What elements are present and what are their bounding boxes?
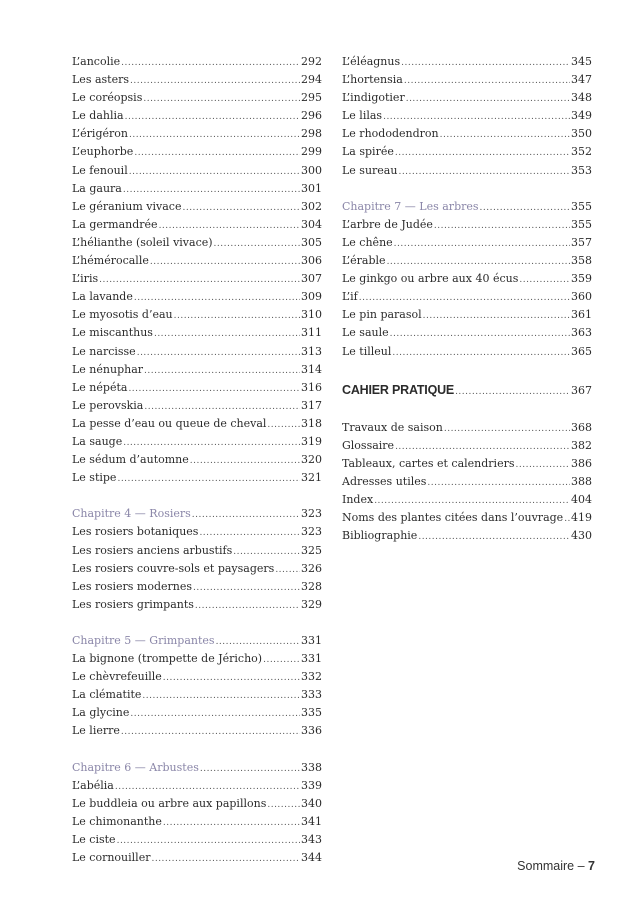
toc-entry <box>72 668 322 686</box>
toc-entry-page: 361 <box>571 308 592 322</box>
toc-entry <box>342 473 592 491</box>
toc-entry <box>342 252 592 270</box>
toc-entry <box>342 437 592 455</box>
dot-leader <box>418 527 570 546</box>
dot-leader <box>121 722 300 741</box>
toc-entry-label: Le chèvrefeuille <box>72 670 162 684</box>
toc-entry-label: L’ancolie <box>72 55 121 68</box>
footer-page-number: 7 <box>588 859 595 873</box>
toc-entry-label: Les rosiers botaniques <box>72 525 199 539</box>
toc-entry <box>342 143 592 161</box>
toc-entry <box>342 288 592 306</box>
dot-leader <box>130 704 300 723</box>
toc-entry <box>72 777 322 795</box>
toc-entry <box>342 89 592 107</box>
section-spacer <box>72 741 322 759</box>
toc-entry-label: L’éléagnus <box>342 55 401 68</box>
toc-chapter-heading <box>342 198 592 216</box>
dot-leader <box>519 270 570 289</box>
toc-entry <box>342 419 592 437</box>
toc-entry-page: 316 <box>301 380 322 394</box>
dot-leader <box>99 270 300 289</box>
toc-entry-page: 357 <box>571 235 592 249</box>
dot-leader <box>395 437 570 456</box>
toc-entry-page: 332 <box>301 670 322 684</box>
toc-entry-label: L’abélia <box>72 778 114 792</box>
toc-entry-page: 299 <box>301 145 322 159</box>
dot-leader <box>195 596 300 615</box>
toc-entry-label: Le sédum d’automne <box>72 453 189 467</box>
toc-entry-page: 298 <box>301 127 322 141</box>
toc-entry <box>72 831 322 849</box>
toc-entry-label: Bibliographie <box>342 529 418 543</box>
toc-entry <box>72 361 322 379</box>
toc-entry-page: 338 <box>301 760 322 774</box>
dot-leader <box>216 632 300 651</box>
toc-entry-label: La lavande <box>72 290 133 304</box>
toc-entry <box>72 198 322 216</box>
section-spacer <box>342 361 592 379</box>
toc-entry-page: 344 <box>301 851 322 865</box>
toc-entry <box>72 686 322 704</box>
toc-entry-label: Le chêne <box>342 235 393 249</box>
toc-entry-label: Le fenouil <box>72 163 128 177</box>
toc-entry <box>72 542 322 560</box>
toc-entry-label: Chapitre 4 — Rosiers <box>72 507 191 521</box>
toc-entry-label: Tableaux, cartes et calendriers <box>342 456 515 470</box>
toc-entry-label: L’érable <box>342 254 386 268</box>
toc-entry-page: 329 <box>301 597 322 611</box>
toc-entry <box>342 71 592 89</box>
dot-leader <box>129 125 300 144</box>
dot-leader <box>143 89 300 108</box>
toc-entry <box>72 270 322 288</box>
toc-entry <box>72 523 322 541</box>
toc-entry-page: 355 <box>571 217 592 231</box>
dot-leader <box>233 542 300 561</box>
dot-leader <box>374 491 570 510</box>
dot-leader <box>193 578 300 597</box>
dot-leader <box>137 343 300 362</box>
toc-entry-page: 309 <box>301 290 322 304</box>
toc-entry-label: Le perovskia <box>72 398 144 412</box>
dot-leader <box>275 560 300 579</box>
dot-leader <box>134 143 300 162</box>
toc-entry-label: Noms des plantes citées dans l’ouvrage <box>342 511 564 525</box>
toc-entry <box>72 578 322 596</box>
toc-entry-label: Les rosiers couvre-sols et paysagers <box>72 561 275 575</box>
dot-leader <box>144 361 300 380</box>
dot-leader <box>123 433 300 452</box>
toc-entry <box>72 469 322 487</box>
toc-entry-page: 304 <box>301 217 322 231</box>
dot-leader <box>142 686 300 705</box>
toc-entry-label: Les rosiers anciens arbustifs <box>72 543 233 557</box>
toc-chapter-heading <box>72 505 322 523</box>
toc-entry <box>342 491 592 509</box>
toc-entry <box>342 162 592 180</box>
toc-entry <box>72 415 322 433</box>
toc-entry-label: Les rosiers modernes <box>72 579 193 593</box>
toc-entry-label: L’érigéron <box>72 127 128 141</box>
toc-entry-page: 365 <box>571 344 592 358</box>
dot-leader <box>200 759 300 778</box>
toc-entry-page: 353 <box>571 163 592 177</box>
dot-leader <box>434 216 570 235</box>
toc-entry <box>342 125 592 143</box>
toc-entry <box>72 451 322 469</box>
dot-leader <box>125 107 300 126</box>
toc-entry <box>72 560 322 578</box>
toc-entry-page: 350 <box>571 127 592 141</box>
toc-entry <box>72 849 322 867</box>
dot-leader <box>128 379 300 398</box>
toc-entry-page: 292 <box>301 55 322 68</box>
toc-entry-label: Index <box>342 493 374 507</box>
toc-entry-page: 340 <box>301 796 322 810</box>
toc-entry-label: CAHIER PRATIQUE <box>342 382 455 397</box>
dot-leader <box>199 523 300 542</box>
toc-entry <box>72 216 322 234</box>
toc-entry-page: 360 <box>571 290 592 304</box>
toc-entry-page: 363 <box>571 326 592 340</box>
toc-entry-label: L’indigotier <box>342 91 405 105</box>
dot-leader <box>144 397 300 416</box>
toc-entry-label: Chapitre 5 — Grimpantes <box>72 634 215 647</box>
dot-leader <box>516 455 571 474</box>
toc-left-column <box>72 53 322 867</box>
dot-leader <box>267 795 300 814</box>
toc-entry <box>342 107 592 125</box>
toc-entry-page: 307 <box>301 272 322 286</box>
toc-entry-label: Chapitre 6 — Arbustes <box>72 760 199 774</box>
toc-entry-page: 388 <box>571 475 592 489</box>
toc-entry-label: Les rosiers grimpants <box>72 597 194 611</box>
dot-leader <box>151 849 300 868</box>
dot-leader <box>455 380 570 403</box>
toc-entry-label: Le chimonanthe <box>72 814 162 828</box>
toc-entry <box>342 234 592 252</box>
toc-entry-page: 343 <box>301 833 322 847</box>
toc-entry-label: Le pin parasol <box>342 308 422 322</box>
toc-entry-label: La sauge <box>72 434 123 448</box>
toc-entry-page: 328 <box>301 579 322 593</box>
toc-entry-page: 355 <box>571 199 592 213</box>
toc-entry-label: Le stipe <box>72 471 117 485</box>
dot-leader <box>267 415 300 434</box>
dot-leader <box>444 419 570 438</box>
dot-leader <box>387 252 570 271</box>
toc-entry-page: 347 <box>571 73 592 87</box>
toc-entry-label: Le ciste <box>72 833 116 847</box>
toc-entry-page: 310 <box>301 308 322 322</box>
toc-entry <box>72 162 322 180</box>
toc-chapter-heading <box>72 759 322 777</box>
dot-leader <box>190 451 300 470</box>
toc-entry-page: 358 <box>571 254 592 268</box>
dot-leader <box>564 509 570 528</box>
toc-entry-page: 352 <box>571 145 592 159</box>
toc-entry <box>342 216 592 234</box>
toc-entry-page: 367 <box>571 383 592 397</box>
toc-entry-label: Le miscanthus <box>72 326 153 340</box>
toc-entry <box>342 455 592 473</box>
dot-leader <box>163 813 300 832</box>
toc-section-heading <box>342 379 592 401</box>
toc-entry <box>342 527 592 545</box>
toc-entry-page: 325 <box>301 543 322 557</box>
toc-entry-page: 341 <box>301 814 322 828</box>
toc-entry <box>72 252 322 270</box>
toc-entry-label: Le sureau <box>342 163 398 177</box>
section-spacer <box>72 614 322 632</box>
dot-leader <box>395 143 570 162</box>
toc-entry-page: 336 <box>301 724 322 738</box>
toc-entry-page: 345 <box>571 55 592 68</box>
dot-leader <box>134 288 300 307</box>
toc-entry <box>72 722 322 740</box>
toc-entry-page: 326 <box>301 561 322 575</box>
dot-leader <box>117 469 300 488</box>
toc-entry-page: 294 <box>301 73 322 87</box>
toc-entry-label: L’if <box>342 290 358 304</box>
toc-entry-page: 319 <box>301 434 322 448</box>
toc-entry-page: 348 <box>571 91 592 105</box>
dot-leader <box>117 831 300 850</box>
toc-entry-label: Le rhododendron <box>342 127 439 141</box>
dot-leader <box>263 650 300 669</box>
toc-entry-page: 300 <box>301 163 322 177</box>
toc-entry <box>72 379 322 397</box>
toc-entry-label: Les asters <box>72 73 129 87</box>
dot-leader <box>392 343 570 362</box>
toc-entry-page: 419 <box>571 511 592 525</box>
toc-entry <box>72 53 322 71</box>
dot-leader <box>115 777 300 796</box>
toc-entry-label: L’hortensia <box>342 73 403 87</box>
page-footer <box>517 859 595 873</box>
toc-entry-page: 333 <box>301 688 322 702</box>
toc-entry-page: 368 <box>571 420 592 434</box>
dot-leader <box>390 324 570 343</box>
toc-entry-label: L’iris <box>72 272 99 286</box>
toc-entry-label: Le ginkgo ou arbre aux 40 écus <box>342 272 519 286</box>
section-spacer <box>342 401 592 419</box>
toc-entry-label: La glycine <box>72 706 130 720</box>
toc-chapter-heading <box>72 632 322 650</box>
toc-entry-label: Le népéta <box>72 380 128 394</box>
section-spacer <box>72 487 322 505</box>
dot-leader <box>423 306 570 325</box>
toc-entry <box>72 433 322 451</box>
toc-entry-page: 314 <box>301 362 322 376</box>
dot-leader <box>214 234 300 253</box>
dot-leader <box>182 198 300 217</box>
toc-entry <box>342 306 592 324</box>
toc-entry <box>72 596 322 614</box>
toc-entry-label: Glossaire <box>342 438 395 452</box>
toc-entry-page: 404 <box>571 493 592 507</box>
toc-entry <box>72 343 322 361</box>
toc-entry <box>72 813 322 831</box>
dot-leader <box>359 288 570 307</box>
toc-entry-label: Le dahlia <box>72 109 124 123</box>
toc-entry-label: Le narcisse <box>72 344 136 358</box>
toc-entry-label: L’arbre de Judée <box>342 217 433 231</box>
toc-entry-page: 430 <box>571 529 592 543</box>
toc-entry-label: La pesse d’eau ou queue de cheval <box>72 416 267 430</box>
toc-entry-page: 323 <box>301 525 322 539</box>
dot-leader <box>406 89 570 108</box>
toc-entry-page: 301 <box>301 181 322 195</box>
toc-entry <box>342 324 592 342</box>
toc-entry <box>72 125 322 143</box>
toc-entry <box>72 650 322 668</box>
dot-leader <box>121 53 300 72</box>
toc-entry-label: Le myosotis d’eau <box>72 308 173 322</box>
toc-entry <box>72 71 322 89</box>
toc-entry-label: La spirée <box>342 145 394 159</box>
toc-entry <box>72 397 322 415</box>
toc-entry-label: Le géranium vivace <box>72 199 182 213</box>
toc-entry-page: 295 <box>301 91 322 105</box>
toc-entry <box>72 288 322 306</box>
toc-entry-page: 349 <box>571 109 592 123</box>
toc-entry-label: La gaura <box>72 181 122 195</box>
footer-section: Sommaire – <box>517 859 585 873</box>
toc-entry-page: 305 <box>301 235 322 249</box>
toc-entry-page: 321 <box>301 471 322 485</box>
section-spacer <box>342 180 592 198</box>
toc-entry <box>72 306 322 324</box>
toc-entry-label: Le tilleul <box>342 344 392 358</box>
toc-entry-label: La clématite <box>72 688 142 702</box>
toc-entry <box>72 180 322 198</box>
dot-leader <box>383 107 570 126</box>
toc-entry-label: Le cornouiller <box>72 851 151 865</box>
toc-entry-page: 386 <box>571 456 592 470</box>
toc-entry-label: Le lilas <box>342 109 383 123</box>
toc-entry-page: 317 <box>301 398 322 412</box>
toc-entry-page: 331 <box>301 634 322 647</box>
toc-entry-label: La germandrée <box>72 217 158 231</box>
toc-entry-label: Le saule <box>342 326 389 340</box>
toc-entry <box>72 704 322 722</box>
dot-leader <box>440 125 570 144</box>
toc-entry-page: 323 <box>301 507 322 521</box>
toc-entry-label: Chapitre 7 — Les arbres <box>342 199 479 213</box>
toc-entry-page: 318 <box>301 416 322 430</box>
toc-right-column <box>342 53 592 545</box>
dot-leader <box>159 216 300 235</box>
toc-entry-page: 331 <box>301 652 322 666</box>
dot-leader <box>404 71 570 90</box>
dot-leader <box>129 162 300 181</box>
dot-leader <box>123 180 300 199</box>
toc-entry-page: 306 <box>301 254 322 268</box>
toc-entry-label: Le nénuphar <box>72 362 144 376</box>
toc-entry-label: L’hémérocalle <box>72 254 149 268</box>
toc-entry-label: La bignone (trompette de Jéricho) <box>72 652 263 666</box>
toc-entry-label: Le buddleia ou arbre aux papillons <box>72 796 267 810</box>
toc-entry-label: L’hélianthe (soleil vivace) <box>72 235 213 249</box>
toc-entry-label: L’euphorbe <box>72 145 134 159</box>
toc-entry-page: 302 <box>301 199 322 213</box>
toc-entry-label: Travaux de saison <box>342 420 443 434</box>
toc-entry <box>342 509 592 527</box>
toc-entry <box>342 343 592 361</box>
dot-leader <box>394 234 570 253</box>
toc-entry-page: 320 <box>301 453 322 467</box>
toc-entry <box>72 89 322 107</box>
toc-entry-page: 382 <box>571 438 592 452</box>
dot-leader <box>480 198 570 217</box>
dot-leader <box>130 71 300 90</box>
toc-entry-page: 313 <box>301 344 322 358</box>
toc-entry-page: 335 <box>301 706 322 720</box>
toc-entry-label: Adresses utiles <box>342 475 427 489</box>
toc-entry <box>72 234 322 252</box>
dot-leader <box>401 53 570 72</box>
toc-entry-page: 339 <box>301 778 322 792</box>
toc-entry-label: Le coréopsis <box>72 91 143 105</box>
dot-leader <box>154 324 300 343</box>
dot-leader <box>163 668 300 687</box>
toc-entry <box>342 270 592 288</box>
dot-leader <box>427 473 570 492</box>
toc-entry <box>72 143 322 161</box>
toc-entry-page: 311 <box>301 326 322 340</box>
toc-entry-page: 296 <box>301 109 322 123</box>
toc-entry-page: 359 <box>571 272 592 286</box>
dot-leader <box>398 162 570 181</box>
dot-leader <box>150 252 300 271</box>
dot-leader <box>174 306 300 325</box>
toc-entry-label: Le lierre <box>72 724 120 738</box>
toc-entry <box>72 795 322 813</box>
toc-entry <box>72 107 322 125</box>
toc-entry <box>72 324 322 342</box>
dot-leader <box>192 505 300 524</box>
toc-entry <box>342 53 592 71</box>
